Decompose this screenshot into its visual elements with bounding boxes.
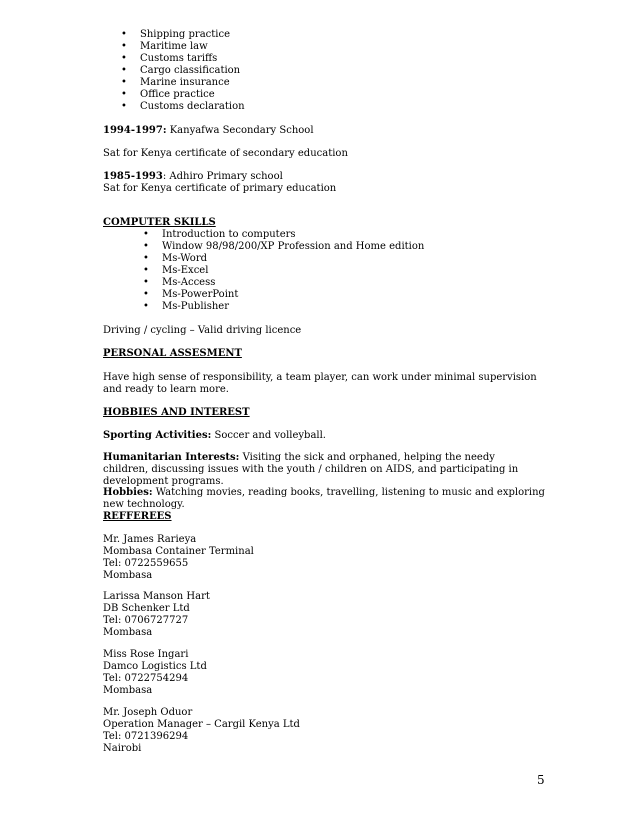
list-item: • Customs tariffs: [121, 53, 218, 64]
referee-city: Nairobi: [103, 743, 142, 754]
list-item: • Office practice: [121, 89, 215, 100]
referee-phone: Tel: 0721396294: [103, 731, 189, 742]
referee-city: Mombasa: [103, 685, 153, 696]
list-item: • Ms-Access: [143, 277, 216, 288]
bullet-icon: •: [121, 29, 127, 40]
list-item: • Ms-Excel: [143, 265, 209, 276]
computer-skills-heading: COMPUTER SKILLS: [103, 217, 216, 228]
bullet-icon: •: [143, 241, 149, 252]
sporting-activities: Sporting Activities: Soccer and volleyball.: [103, 430, 326, 441]
referee-phone: Tel: 0706727727: [103, 615, 189, 626]
referee-organization: Damco Logistics Ltd: [103, 661, 207, 672]
bullet-icon: •: [121, 53, 127, 64]
bullet-icon: •: [143, 253, 149, 264]
referee-name: Miss Rose Ingari: [103, 649, 189, 660]
bullet-icon: •: [143, 289, 149, 300]
referee-phone: Tel: 0722754294: [103, 673, 189, 684]
bullet-icon: •: [121, 77, 127, 88]
bullet-icon: •: [143, 301, 149, 312]
list-item: • Ms-Publisher: [143, 301, 229, 312]
personal-assessment-heading: PERSONAL ASSESMENT: [103, 348, 242, 359]
referee-phone: Tel: 0722559655: [103, 558, 189, 569]
list-item: • Ms-Word: [143, 253, 208, 264]
education-secondary: 1994-1997: Kanyafwa Secondary School: [103, 125, 314, 136]
referees-heading: REFFEREES: [103, 511, 172, 522]
referee-organization: Mombasa Container Terminal: [103, 546, 254, 557]
humanitarian-interests: Humanitarian Interests: Visiting the sick and orphaned, helping the needy children, discussing issues with the youth / children on AIDS, and participating in development programs.: [103, 452, 519, 487]
education-primary: 1985-1993: Adhiro Primary school: [103, 171, 283, 182]
bullet-icon: •: [121, 65, 127, 76]
referee-2: [103, 591, 553, 639]
list-item: • Customs declaration: [121, 101, 245, 112]
courses-list: [121, 29, 571, 113]
bullet-icon: •: [143, 277, 149, 288]
bullet-icon: •: [143, 229, 149, 240]
personal-assessment-text: Have high sense of responsibility, a team player, can work under minimal supervision and ready to learn more.: [103, 372, 537, 395]
referee-organization: DB Schenker Ltd: [103, 603, 190, 614]
list-item: • Maritime law: [121, 41, 208, 52]
hobbies-heading: HOBBIES AND INTEREST: [103, 407, 250, 418]
page-number: 5: [537, 773, 545, 787]
referee-name: Mr. Joseph Oduor: [103, 707, 193, 718]
bullet-icon: •: [121, 41, 127, 52]
bullet-icon: •: [143, 265, 149, 276]
list-item: • Ms-PowerPoint: [143, 289, 239, 300]
referee-3: [103, 649, 553, 697]
referee-1: [103, 534, 553, 582]
list-item: • Window 98/98/200/XP Profession and Home edition: [143, 241, 425, 252]
referee-name: Mr. James Rarieya: [103, 534, 197, 545]
list-item: • Marine insurance: [121, 77, 230, 88]
computer-skills-list: [143, 229, 593, 313]
bullet-icon: •: [121, 89, 127, 100]
list-item: • Cargo classification: [121, 65, 241, 76]
referee-4: [103, 707, 553, 755]
bullet-icon: •: [121, 101, 127, 112]
list-item: • Shipping practice: [121, 29, 230, 40]
referee-city: Mombasa: [103, 627, 153, 638]
education-secondary-detail: Sat for Kenya certificate of secondary education: [103, 148, 348, 159]
education-primary-detail: Sat for Kenya certificate of primary education: [103, 183, 337, 194]
referee-organization: Operation Manager – Cargil Kenya Ltd: [103, 719, 300, 730]
referee-city: Mombasa: [103, 570, 153, 581]
hobbies-text: Hobbies: Watching movies, reading books, travelling, listening to music and exploring new technology.: [103, 487, 545, 510]
list-item: • Introduction to computers: [143, 229, 296, 240]
referee-name: Larissa Manson Hart: [103, 591, 210, 602]
driving-licence: Driving / cycling – Valid driving licence: [103, 325, 302, 336]
